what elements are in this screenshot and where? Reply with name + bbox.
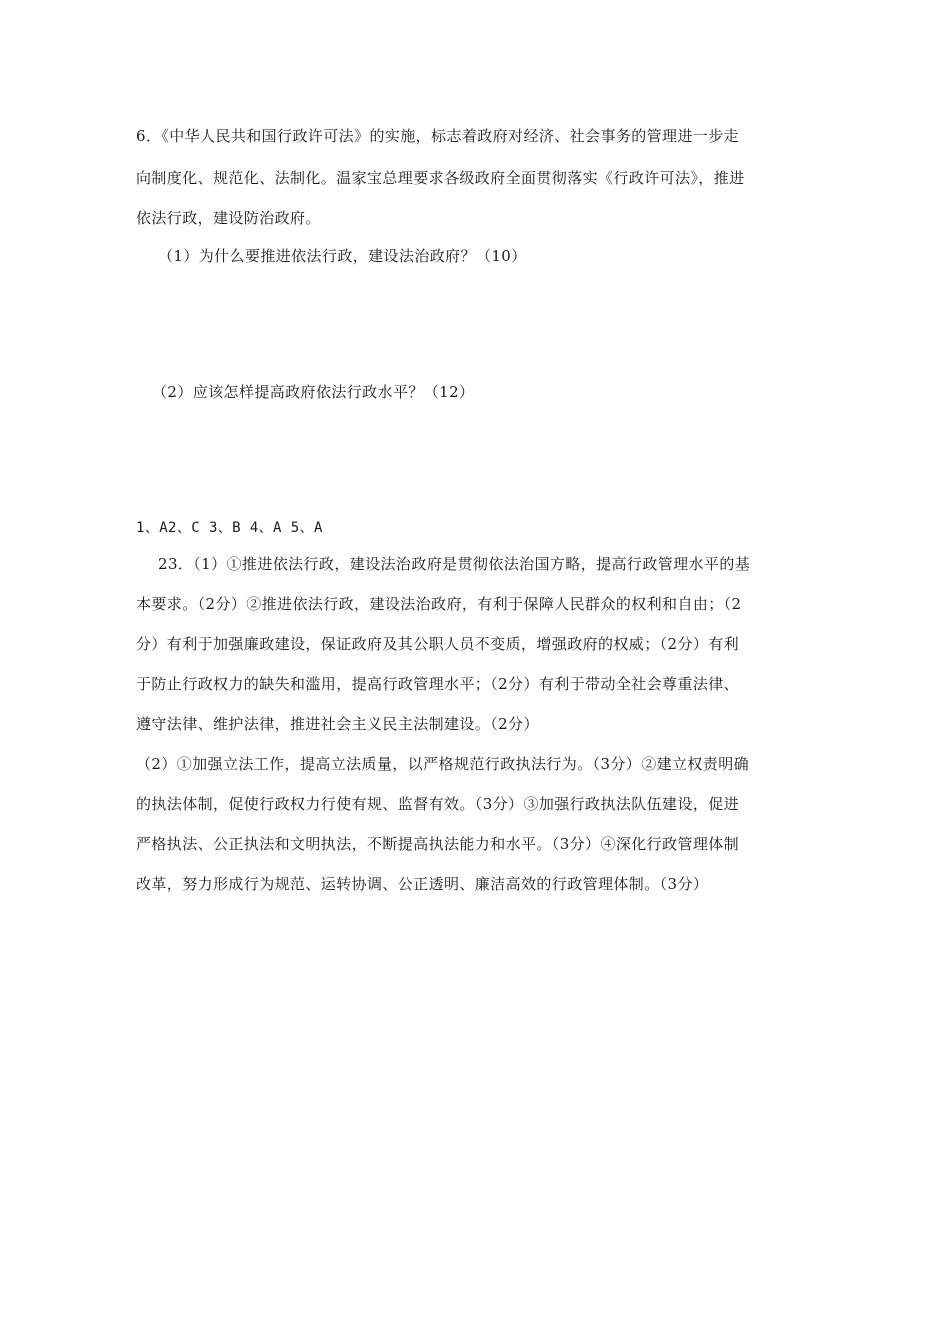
question-text-line: 向制度化、规范化、法制化。温家宝总理要求各级政府全面贯彻落实《行政许可法》，推进: [136, 169, 745, 187]
sub-question-2: （2）应该怎样提高政府依法行政水平？（12）: [152, 383, 475, 401]
answer-part2-line: 改革，努力形成行为规范、运转协调、公正透明、廉洁高效的行政管理体制。（3分）: [136, 875, 709, 893]
answer-part2-line: 严格执法、公正执法和文明执法，不断提高执法能力和水平。（3分）④深化行政管理体制: [136, 835, 740, 853]
sub-question-1: （1）为什么要推进依法行政，建设法治政府？（10）: [158, 247, 527, 265]
answer-part2-line: （2）①加强立法工作，提高立法质量，以严格规范行政执法行为。（3分）②建立权责明确: [136, 755, 749, 773]
answer-part1-line: 23．（1）①推进依法行政，建设法治政府是贯彻依法治国方略，提高行政管理水平的基: [158, 555, 751, 573]
answer-part1-line: 本要求。（2分）②推进依法行政，建设法治政府，有利于保障人民群众的权利和自由；（2: [136, 595, 742, 613]
answer-part1-line: 于防止行政权力的缺失和滥用，提高行政管理水平；（2分）有利于带动全社会尊重法律、: [136, 675, 740, 693]
question-text-line: 6．《中华人民共和国行政许可法》的实施，标志着政府对经济、社会事务的管理进一步走: [136, 127, 740, 145]
answer-part1-line: 分）有利于加强廉政建设，保证政府及其公职人员不变质，增强政府的权威；（2分）有利: [136, 635, 740, 653]
question-text-line: 依法行政，建设防治政府。: [136, 209, 321, 227]
answer-part1-line: 遵守法律、维护法律，推进社会主义民主法制建设。（2分）: [136, 715, 539, 733]
choice-answers: 1、A2、C 3、B 4、A 5、A: [136, 520, 323, 536]
answer-part2-line: 的执法体制，促使行政权力行使有规、监督有效。（3分）③加强行政执法队伍建设，促进: [136, 795, 740, 813]
